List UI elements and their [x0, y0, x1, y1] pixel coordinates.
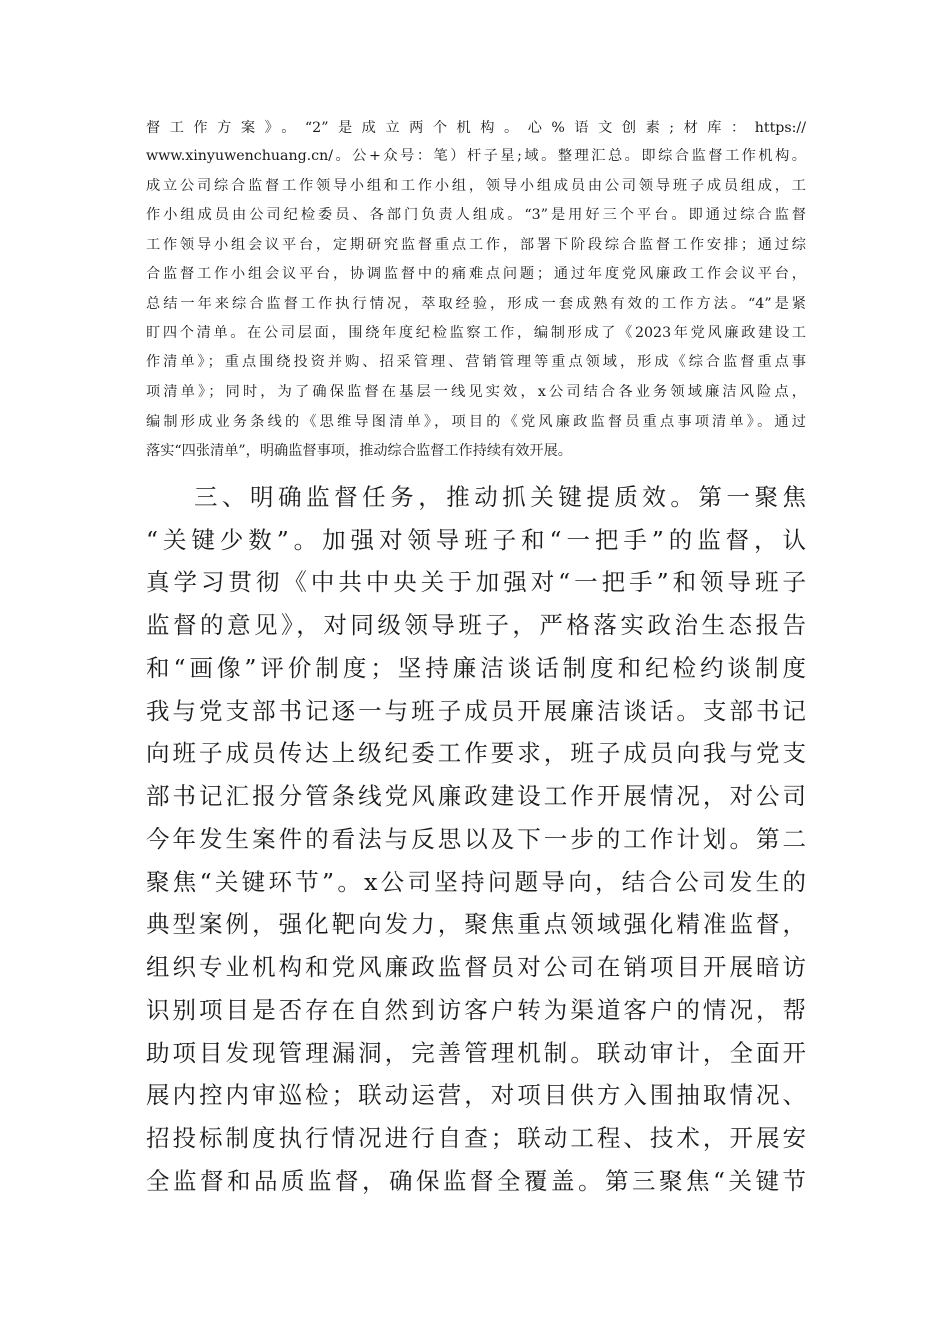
text-line: www.xinyuwenchuang.cn/。公+众号：笔）杆子星;域。整理汇总。即综合监督工作机构。 [146, 148, 806, 164]
text-line: 向班子成员传达上级纪委工作要求，班子成员向我与党支 [146, 739, 806, 767]
text-line: 组织专业机构和党风廉政监督员对公司在销项目开展暗访 [146, 953, 806, 981]
text-line: 今年发生案件的看法与反思以及下一步的工作计划。第二 [146, 825, 806, 853]
text-line: 识别项目是否存在自然到访客户转为渠道客户的情况，帮 [146, 996, 806, 1024]
text-line: 典型案例，强化靶向发力，聚焦重点领域强化精准监督， [146, 910, 806, 938]
text-line: 盯四个清单。在公司层面，围绕年度纪检监察工作，编制形成了《2023年党风廉政建设工 [146, 325, 806, 341]
text-line: 和“画像”评价制度；坚持廉洁谈话制度和纪检约谈制度 [146, 654, 806, 682]
text-line: 聚焦“关键环节”。x公司坚持问题导向，结合公司发生的 [146, 868, 806, 896]
text-line: 监督的意见》，对同级领导班子，严格落实政治生态报告 [146, 611, 806, 639]
text-line: 作小组成员由公司纪检委员、各部门负责人组成。“3”是用好三个平台。即通过综合监督 [146, 207, 806, 223]
text-line: 合监督工作小组会议平台，协调监督中的痛难点问题；通过年度党风廉政工作会议平台， [146, 266, 806, 282]
text-line: 工作领导小组会议平台，定期研究监督重点工作，部署下阶段综合监督工作安排；通过综 [146, 237, 806, 253]
text-line: 编制形成业务条线的《思维导图清单》，项目的《党风廉政监督员重点事项清单》。通过 [146, 414, 806, 430]
text-line: 我与党支部书记逐一与班子成员开展廉洁谈话。支部书记 [146, 697, 806, 725]
text-line: 落实“四张清单”，明确监督事项，推动综合监督工作持续有效开展。 [146, 443, 572, 459]
text-line: “关键少数”。加强对领导班子和“一把手”的监督，认 [146, 526, 806, 554]
text-line: 真学习贯彻《中共中央关于加强对“一把手”和领导班子 [146, 568, 806, 596]
text-line: 展内控内审巡检；联动运营，对项目供方入围抽取情况、 [146, 1081, 806, 1109]
text-line: 总结一年来综合监督工作执行情况，萃取经验，形成一套成熟有效的工作方法。“4”是紧 [146, 296, 806, 312]
text-line: 招投标制度执行情况进行自查；联动工程、技术，开展安 [146, 1124, 806, 1152]
text-line: 项清单》；同时，为了确保监督在基层一线见实效，x公司结合各业务领域廉洁风险点， [146, 384, 806, 400]
text-line: 作清单》；重点围绕投资并购、招采管理、营销管理等重点领域，形成《综合监督重点事 [146, 354, 806, 370]
text-line: 督工作方案》。“2”是成立两个机构。心%语文创素;材库：https:// [146, 120, 806, 136]
text-line: 助项目发现管理漏洞，完善管理机制。联动审计，全面开 [146, 1039, 806, 1067]
text-line: 全监督和品质监督，确保监督全覆盖。第三聚焦“关键节 [146, 1167, 806, 1195]
text-line: 部书记汇报分管条线党风廉政建设工作开展情况，对公司 [146, 782, 806, 810]
text-line: 成立公司综合监督工作领导小组和工作小组，领导小组成员由公司领导班子成员组成，工 [146, 178, 806, 194]
text-line: 三、明确监督任务，推动抓关键提质效。第一聚焦 [194, 483, 806, 511]
